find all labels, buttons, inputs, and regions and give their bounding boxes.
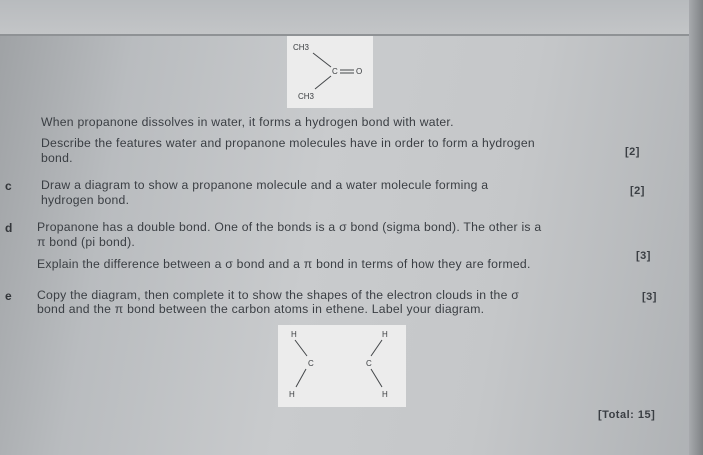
part-d-text-line3: Explain the difference between a σ bond and a π bond in terms of how they are formed. <box>37 257 531 271</box>
atom-carbon-left: C <box>308 359 314 368</box>
part-d-text-line2: π bond (pi bond). <box>37 235 136 249</box>
part-d-marks: [3] <box>636 250 651 262</box>
part-e-text-line2: bond and the π bond between the carbon atoms in ethene. Label your diagram. <box>37 302 485 316</box>
part-d-text-line1: Propanone has a double bond. One of the bonds is a σ bond (sigma bond). The other is a <box>37 220 542 234</box>
part-c-label: c <box>5 179 12 193</box>
atom-h-top-left: H <box>291 330 297 339</box>
total-marks: [Total: 15] <box>598 409 656 421</box>
atom-oxygen: O <box>356 67 363 76</box>
part-b-marks: [2] <box>625 146 640 158</box>
part-c-text-line1: Draw a diagram to show a propanone molecule and a water molecule forming a <box>41 178 489 192</box>
atom-h-top-right: H <box>382 330 388 339</box>
previous-section-band <box>0 0 703 34</box>
ethene-structure-diagram <box>278 325 406 407</box>
part-e-label: e <box>5 289 12 303</box>
part-c-text-line2: hydrogen bond. <box>41 193 130 207</box>
atom-carbon-right: C <box>366 359 372 368</box>
part-b-text-line2: bond. <box>41 151 73 165</box>
part-c-marks: [2] <box>630 185 645 197</box>
part-e-marks: [3] <box>642 291 657 303</box>
atom-carbon: C <box>332 67 338 76</box>
propanone-structure-diagram <box>287 36 373 108</box>
atom-ch3-bottom: CH3 <box>298 92 315 101</box>
atom-ch3-top: CH3 <box>293 43 310 52</box>
atom-h-bottom-left: H <box>289 390 295 399</box>
part-d-label: d <box>5 221 13 235</box>
part-b-text-line1: Describe the features water and propanone molecules have in order to form a hydrogen <box>41 136 535 150</box>
atom-h-bottom-right: H <box>382 390 388 399</box>
intro-text: When propanone dissolves in water, it forms a hydrogen bond with water. <box>41 115 454 129</box>
page-edge-shadow <box>689 0 703 455</box>
part-e-text-line1: Copy the diagram, then complete it to show the shapes of the electron clouds in the σ <box>37 288 520 302</box>
